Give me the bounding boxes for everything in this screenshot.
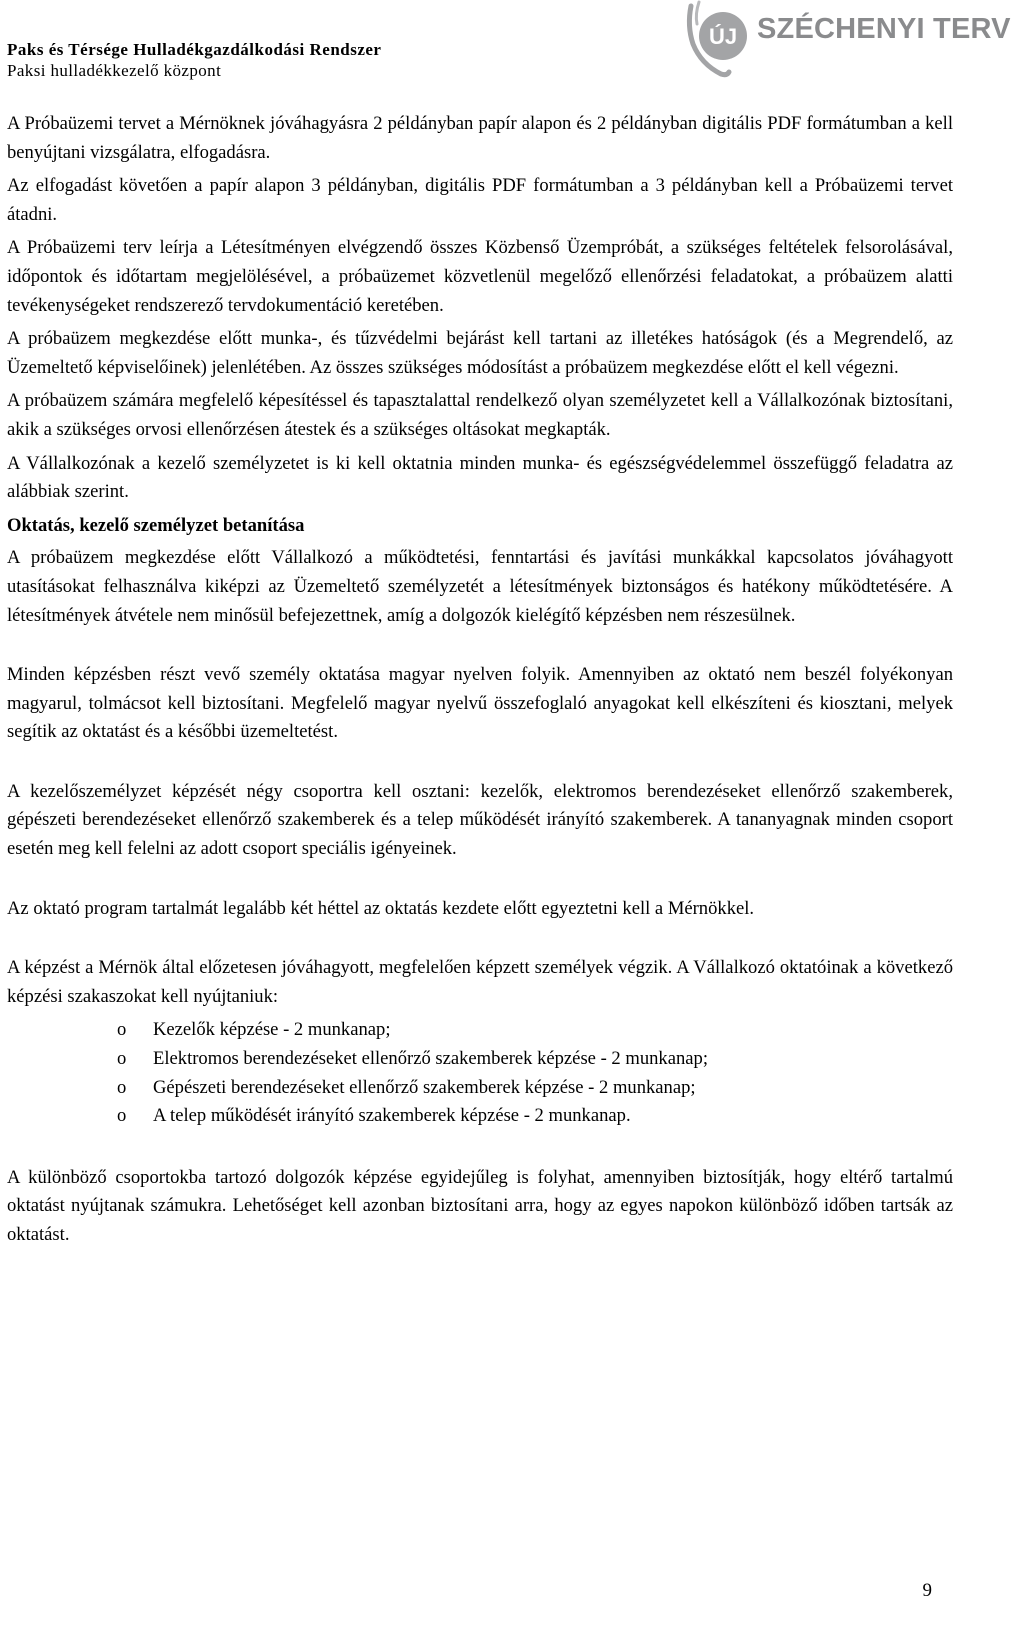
organization-name: Paks és Térsége Hulladékgazdálkodási Rendszer [7, 40, 382, 59]
paragraph: Az oktató program tartalmát legalább két héttel az oktatás kezdete előtt egyeztetni kell a Mérnökkel. [7, 897, 755, 919]
list-item [7, 1045, 953, 1074]
paragraph: A próbaüzem megkezdése előtt munka-, és tűzvédelmi bejárást kell tartani az illetékes hatóságok (és a Megrendelő, az Üzemeltető képviselőinek) jelenlétében. Az összes szükséges módosítást a próbaüzem megkezdése előtt el kell végezni. [7, 328, 953, 378]
paragraph: A képzést a Mérnök által előzetesen jóváhagyott, megfelelően képzett személyek végzik. A Vállalkozó oktatóinak a következő képzési szakaszokat kell nyújtaniuk: [7, 957, 953, 1007]
bullet-marker: o [117, 1048, 127, 1070]
paragraph: A Vállalkozónak a kezelő személyzetet is ki kell oktatnia minden munka- és egészségvédelemmel összefüggő feladatra az alábbiak szerint. [7, 452, 953, 503]
paragraph: A Próbaüzemi terv leírja a Létesítményen elvégzendő összes Közbenső Üzempróbát, a szükséges feltételek felsorolásával, időpontok és időtartam megjelölésével, a próbaüzemet közvetlenül megelőző ellenőrzési feladatokat, a próbaüzem alatti tevékenységeket rendszerező tervdokumentáció keretében. [7, 237, 953, 316]
bullet-marker: o [117, 1076, 127, 1098]
facility-name: Paksi hulladékkezelő központ [7, 61, 222, 80]
page-number: 9 [922, 1580, 932, 1601]
training-phases-list [7, 1016, 953, 1130]
logo-text: SZÉCHENYI TERV [757, 13, 1011, 45]
section-heading: Oktatás, kezelő személyzet betanítása [7, 514, 305, 536]
paragraph: A próbaüzem megkezdése előtt Vállalkozó a működtetési, fenntartási és javítási munkákkal kapcsolatos jóváhagyott utasításokat felhasználva kiképzi az Üzemeltető személyzetét a létesítmények biztonságos és hatékony működtetésére. A létesítmények átvétele nem minősül befejezettnek, amíg a dolgozók kielégítő képzésben nem részesülnek. [7, 547, 953, 626]
page-header [7, 39, 381, 81]
list-item-text: Elektromos berendezéseket ellenőrző szakemberek képzése - 2 munkanap; [153, 1048, 708, 1070]
paragraph: A Próbaüzemi tervet a Mérnöknek jóváhagyásra 2 példányban papír alapon és 2 példányban digitális PDF formátumban a kell benyújtani vizsgálatra, elfogadásra. [7, 113, 953, 163]
paragraph: Az elfogadást követően a papír alapon 3 példányban, digitális PDF formátumban a 3 példányban kell a Próbaüzemi tervet átadni. [7, 175, 953, 225]
list-item-text: Kezelők képzése - 2 munkanap; [153, 1019, 391, 1041]
bullet-marker: o [117, 1105, 127, 1127]
paragraph: A kezelőszemélyzet képzését négy csoportra kell osztani: kezelők, elektromos berendezéseket ellenőrző szakemberek, gépészeti berendezéseket ellenőrző szakemberek és a telep működését irányító szakemberek. A tananyagnak minden csoport esetén meg kell felelni az adott csoport speciális igényeinek. [7, 780, 953, 860]
szechenyi-terv-logo [685, 0, 1011, 80]
list-item-text: Gépészeti berendezéseket ellenőrző szakemberek képzése - 2 munkanap; [153, 1076, 696, 1098]
list-item [7, 1074, 953, 1103]
logo-mark-text: ÚJ [708, 24, 738, 49]
list-item [7, 1016, 953, 1045]
bullet-marker: o [117, 1019, 127, 1041]
list-item-text: A telep működését irányító szakemberek képzése - 2 munkanap. [153, 1105, 631, 1127]
list-item [7, 1102, 953, 1131]
document-body [7, 110, 953, 1255]
paragraph: Minden képzésben részt vevő személy oktatása magyar nyelven folyik. Amennyiben az oktató nem beszél folyékonyan magyarul, tolmácsot kell biztosítani. Megfelelő magyar nyelvű összefoglaló anyagokat kell elkészíteni és kiosztani, melyek segítik az oktatást és a későbbi üzemeltetést. [7, 664, 953, 743]
paragraph: A próbaüzem számára megfelelő képesítéssel és tapasztalattal rendelkező olyan személyzetet kell a Vállalkozónak biztosítani, akik a szükséges orvosi ellenőrzésen átestek és a szükséges oltásokat megkapták. [7, 390, 953, 440]
paragraph: A különböző csoportokba tartozó dolgozók képzése egyidejűleg is folyhat, amennyiben biztosítják, hogy eltérő tartalmú oktatást nyújtanak számukra. Lehetőséget kell azonban biztosítani arra, hogy az egyes napokon különböző időben tartsák az oktatást. [7, 1166, 953, 1245]
szechenyi-terv-logo-mark-icon [685, 0, 751, 80]
